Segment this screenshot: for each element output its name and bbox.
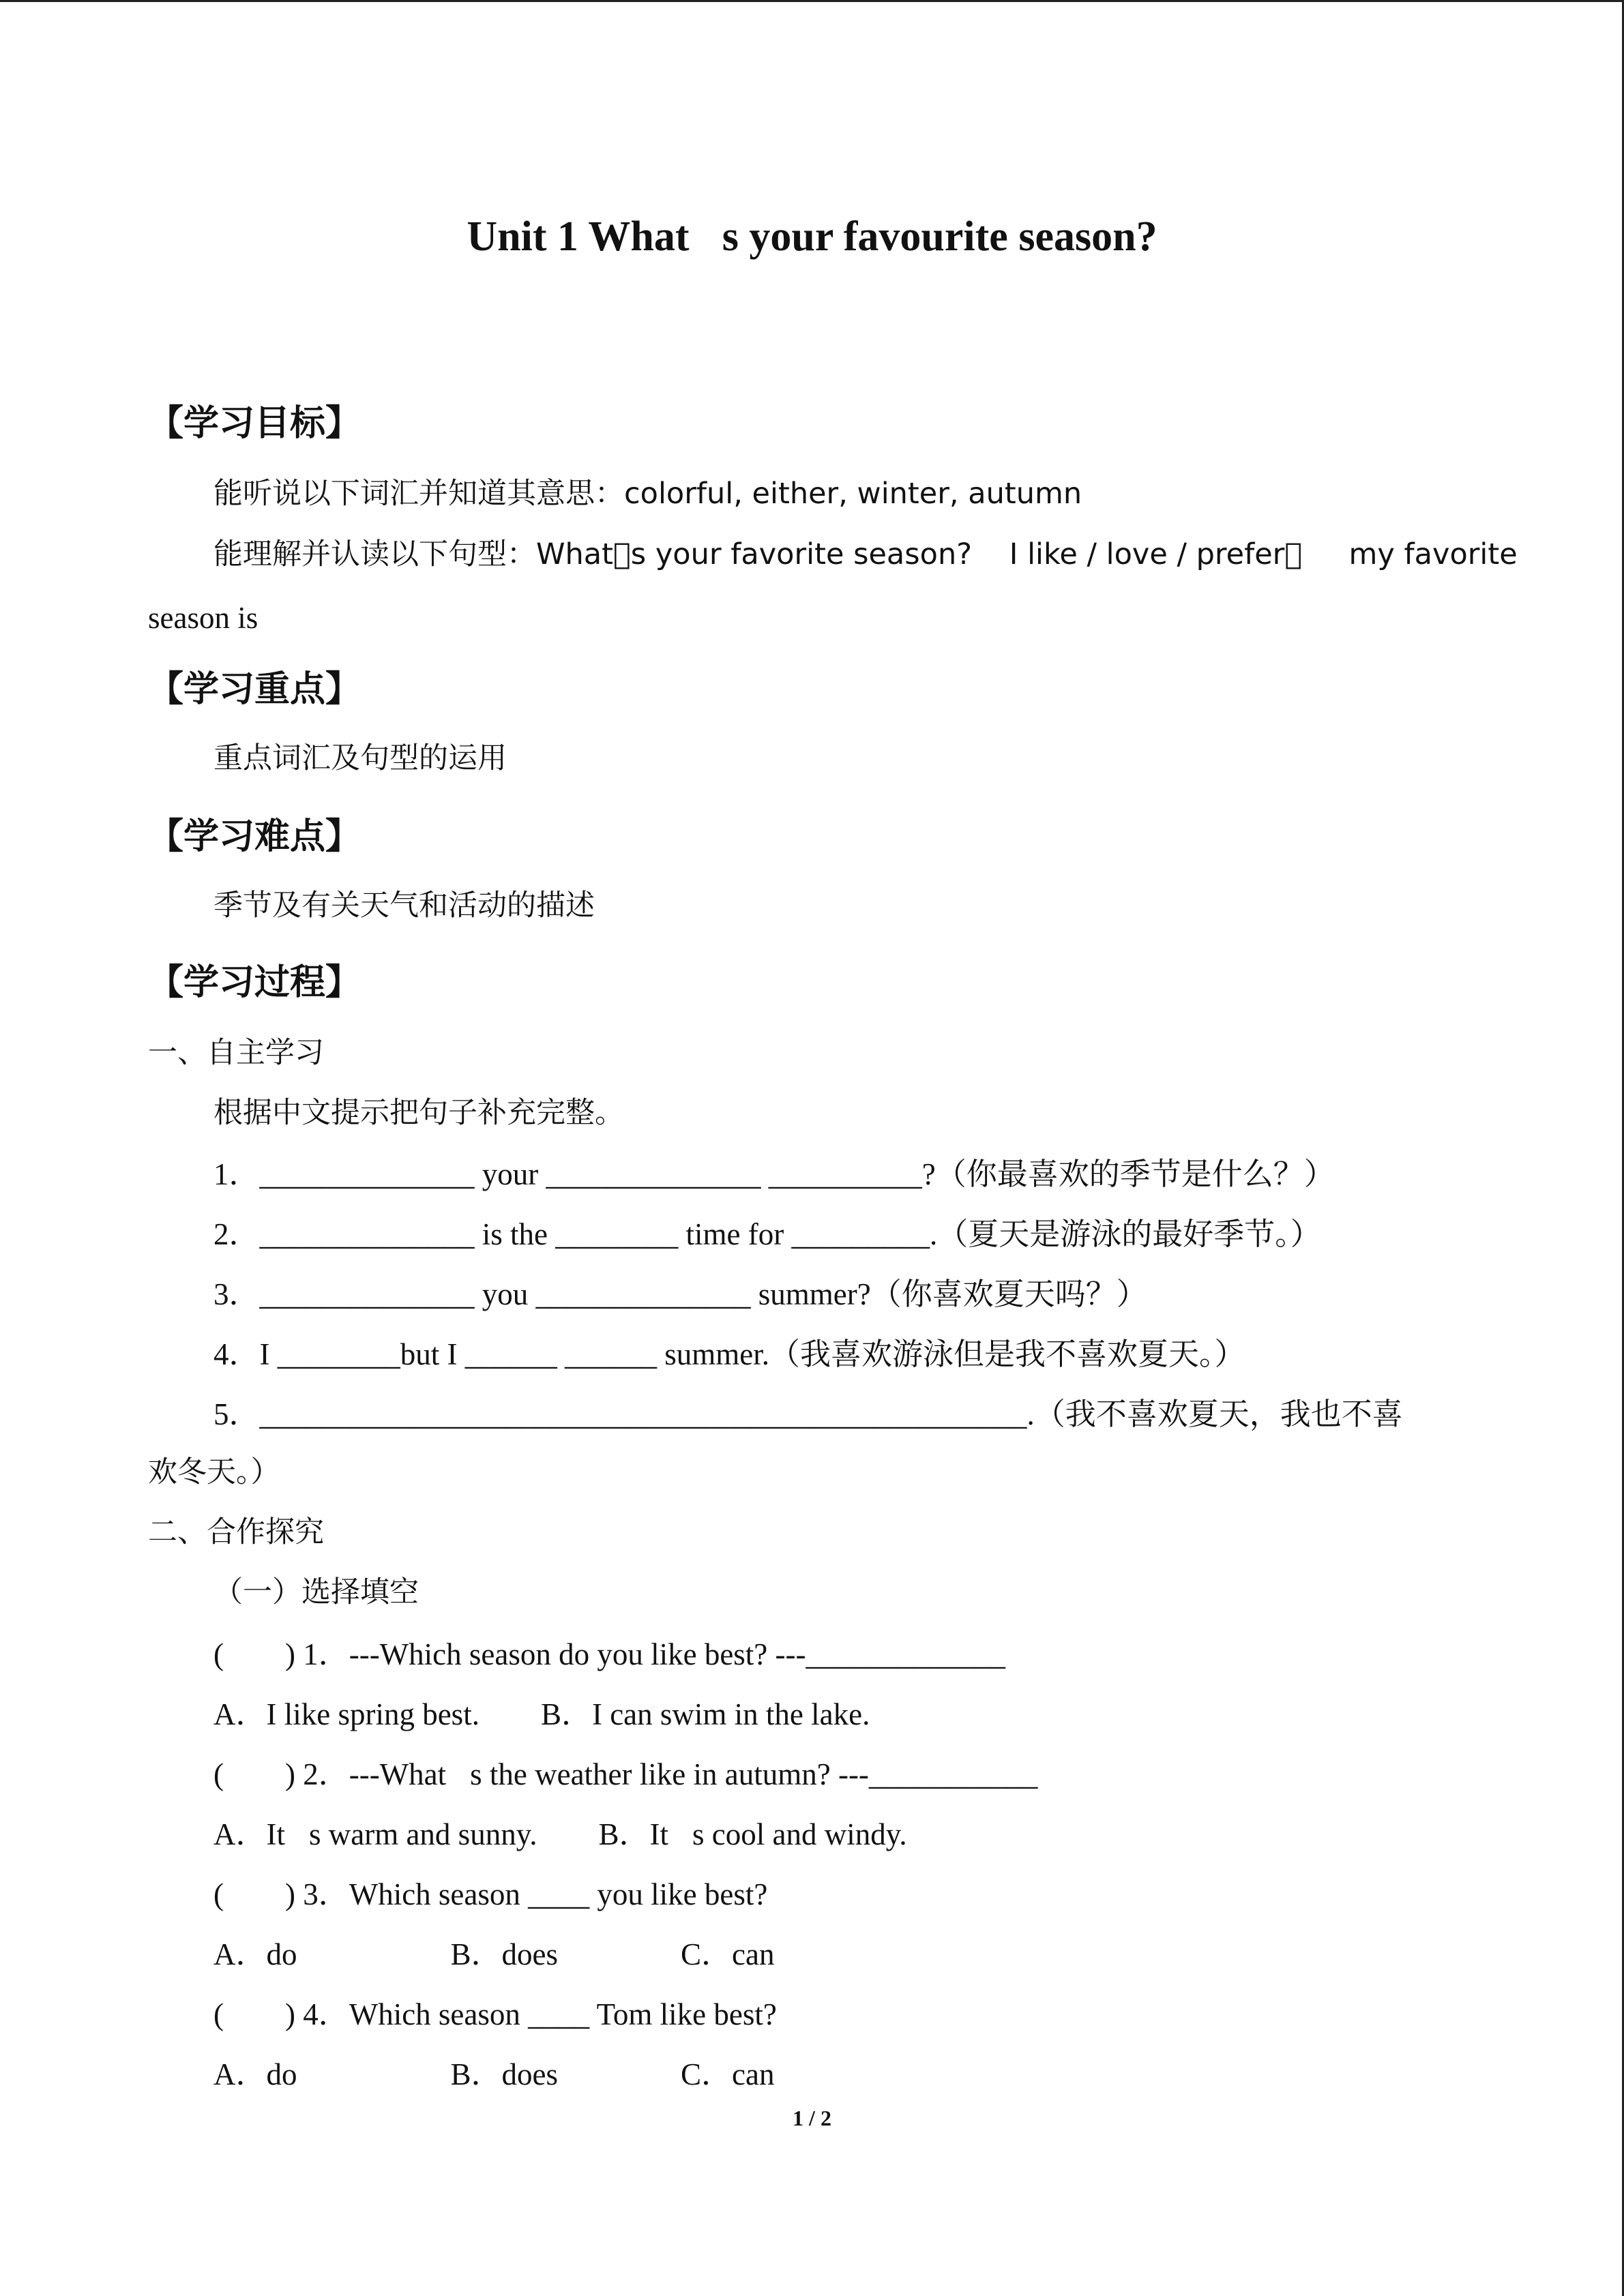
question-4: ( ) 4．Which season ____ Tom like best? xyxy=(213,1997,777,2031)
fill-item-1: 1．______________ your ______________ __________?（你最喜欢的季节是什么？） xyxy=(213,1157,1335,1191)
part1-title: 一、自主学习 xyxy=(148,1036,324,1070)
question-3: ( ) 3．Which season ____ you like best? xyxy=(213,1877,768,1911)
objectives-line-2: 能理解并认读以下句型：What s your favorite season? I like / love / prefer  my favorite xyxy=(213,537,1518,571)
fill-item-2: 2．______________ is the ________ time for _________.（夏天是游泳的最好季节。） xyxy=(213,1217,1321,1251)
objectives-line-1: 能听说以下词汇并知道其意思：colorful, either, winter, autumn xyxy=(213,477,1082,511)
objectives-line-2-continued: season is  xyxy=(148,601,282,635)
key-points-line-1: 重点词汇及句型的运用 xyxy=(213,741,507,775)
question-1-options: A．I like spring best. B．I can swim in the lake. xyxy=(213,1697,870,1731)
question-2-options: A．It s warm and sunny. B．It s cool and windy. xyxy=(213,1817,907,1851)
key-points-heading: 【学习重点】 xyxy=(148,669,361,710)
process-heading: 【学习过程】 xyxy=(148,962,361,1003)
fill-item-5-continued: 欢冬天。） xyxy=(148,1455,280,1489)
part1-instruction: 根据中文提示把句子补充完整。 xyxy=(213,1096,624,1130)
question-2: ( ) 2．---What s the weather like in autumn? ---___________ xyxy=(213,1757,1038,1791)
difficulties-heading: 【学习难点】 xyxy=(148,816,361,857)
objectives-heading: 【学习目标】 xyxy=(148,403,361,444)
page-number: 1 / 2 xyxy=(793,2106,831,2130)
fill-item-5: 5．__________________________________________________.（我不喜欢夏天，我也不喜 xyxy=(213,1397,1403,1431)
document-title: Unit 1 What s your favourite season? xyxy=(467,213,1157,260)
question-4-options: A．do B．does C．can xyxy=(213,2057,775,2091)
part2-title: 二、合作探究 xyxy=(148,1515,324,1549)
fill-item-4: 4．I ________but I ______ ______ summer.（我喜欢游泳但是我不喜欢夏天。） xyxy=(213,1337,1245,1371)
question-1: ( ) 1．---Which season do you like best? ---_____________ xyxy=(213,1637,1005,1671)
difficulties-line-1: 季节及有关天气和活动的描述 xyxy=(213,889,595,923)
question-3-options: A．do B．does C．can xyxy=(213,1937,775,1971)
part2-subtitle: （一）选择填空 xyxy=(213,1575,419,1609)
fill-item-3: 3．______________ you ______________ summer?（你喜欢夏天吗？） xyxy=(213,1277,1147,1311)
